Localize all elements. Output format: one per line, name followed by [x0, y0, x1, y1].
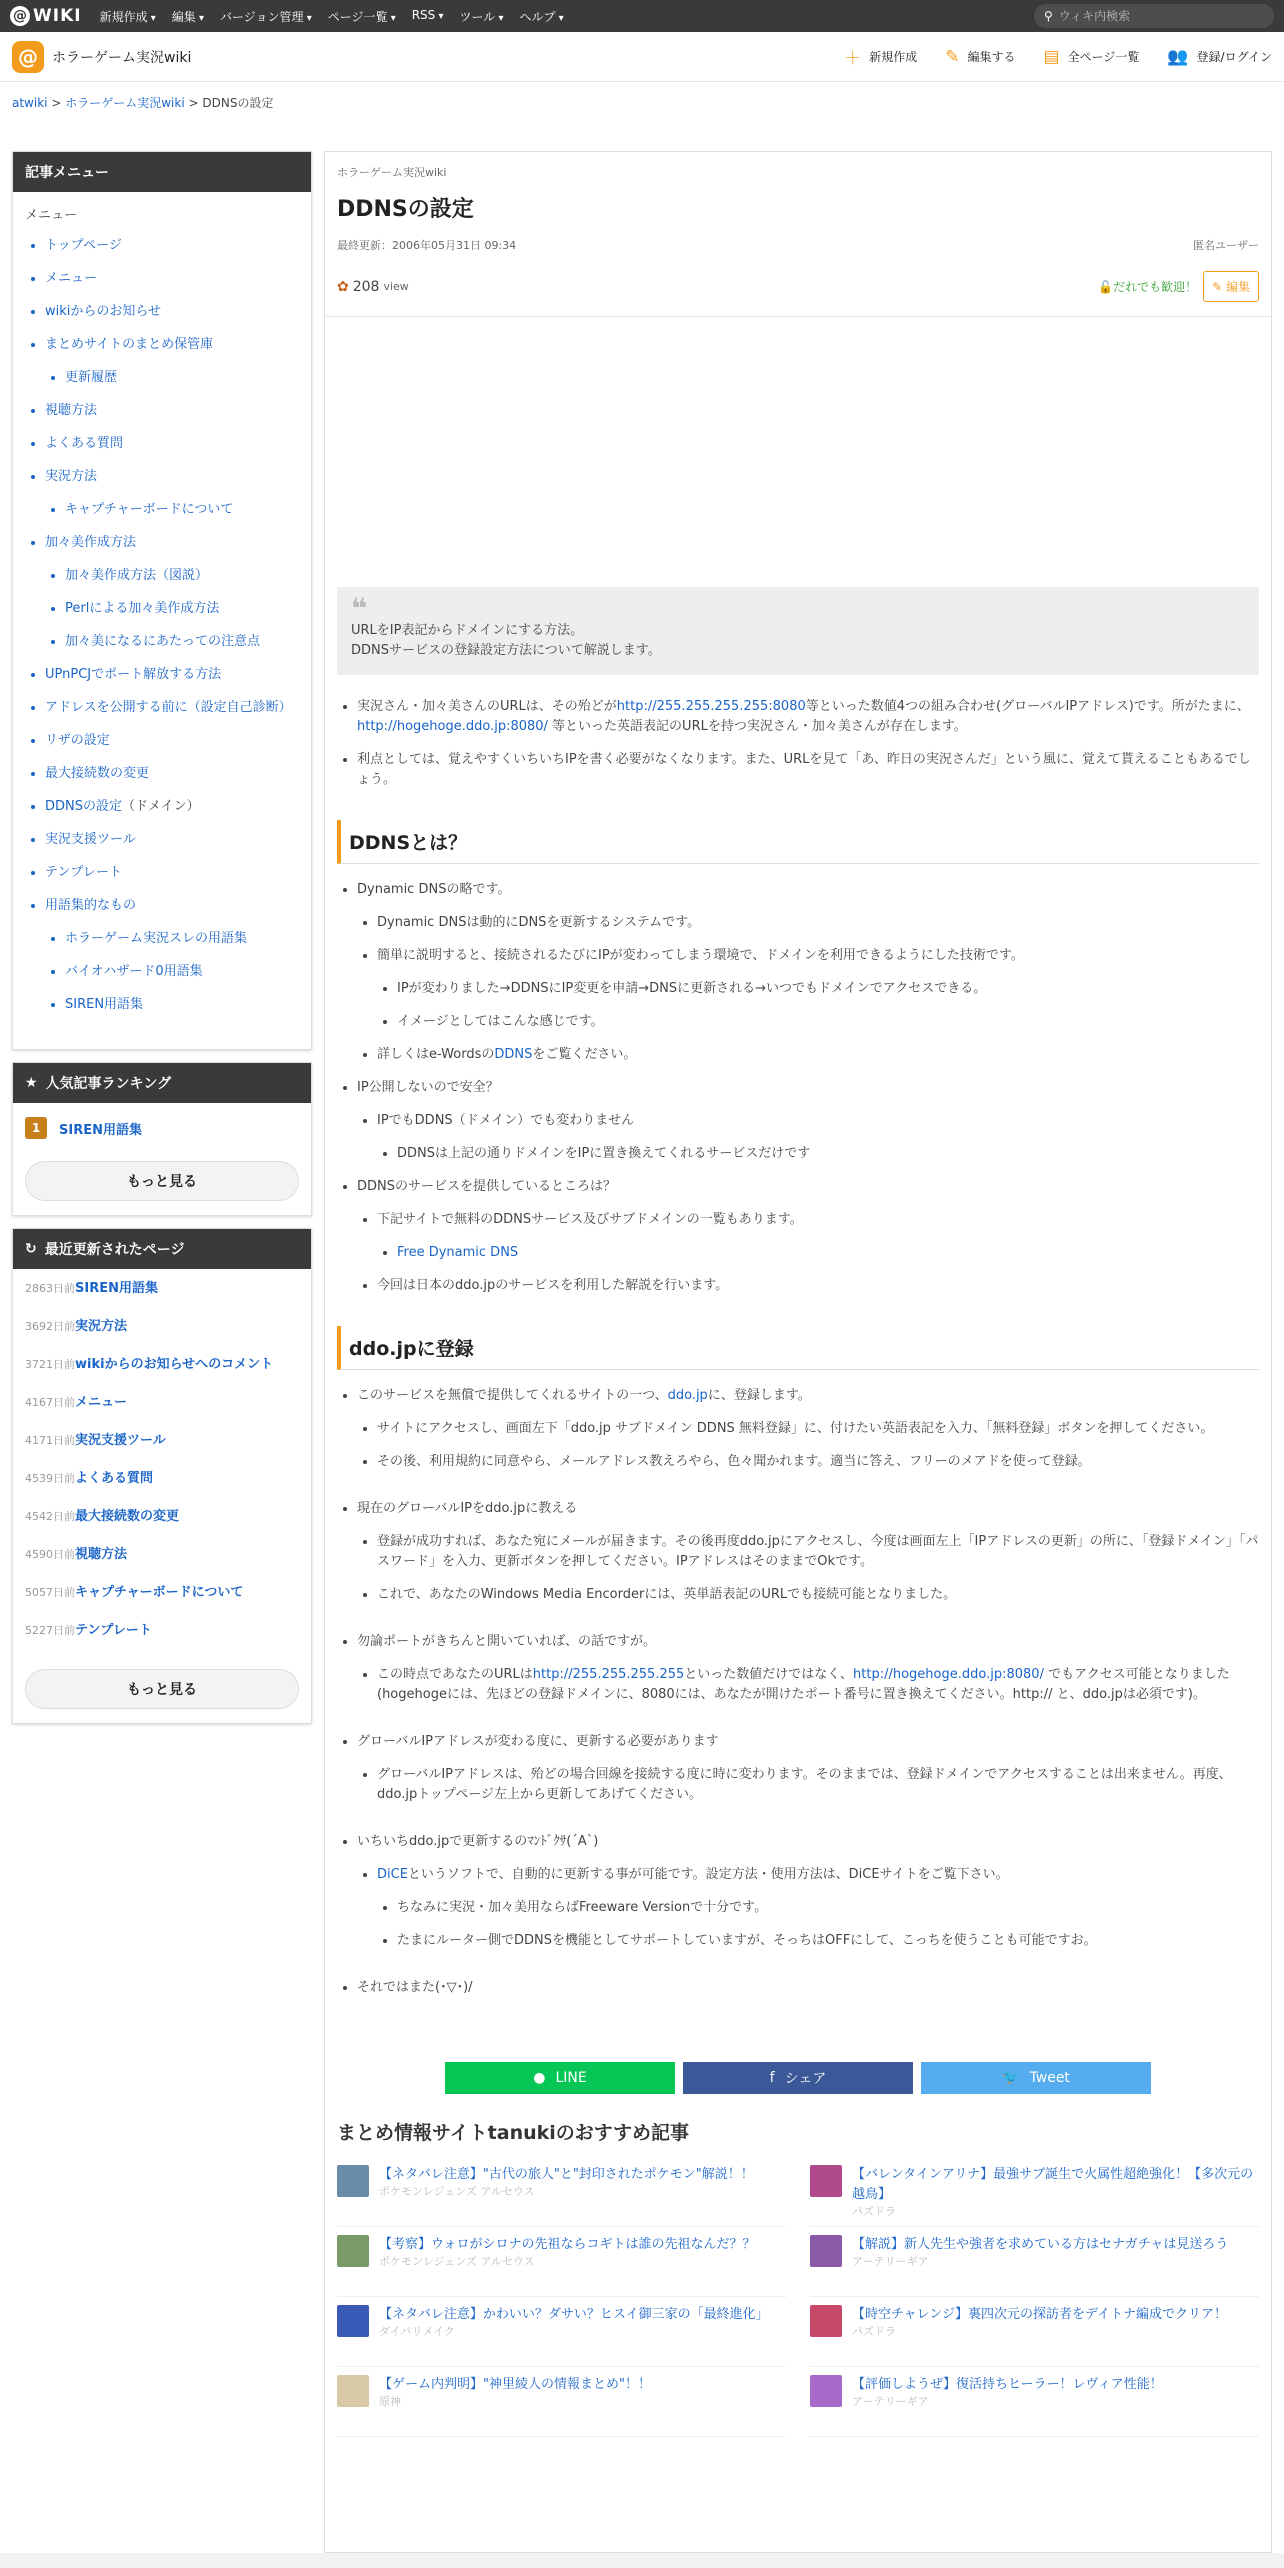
nav-tools[interactable]: ツール ▾	[460, 8, 504, 25]
pencil-icon: ✎	[945, 46, 960, 67]
list-item	[357, 1632, 1259, 1705]
ip-url-link[interactable]: http://255.255.255.255	[532, 1667, 685, 1682]
list-item	[357, 880, 1259, 1065]
line-icon: ●	[533, 2070, 546, 2086]
text: 現在のグローバルIPをddo.jpに教える	[357, 1501, 578, 1516]
list-item	[377, 1665, 1259, 1705]
document-icon: ▤	[1043, 46, 1060, 67]
sidebar-menu-item[interactable]	[45, 303, 299, 320]
recommend-source: ポケモンレジェンズ アルセウス	[379, 2185, 535, 2198]
twitter-icon: 🐦	[1002, 2070, 1020, 2086]
list-item	[377, 1111, 1259, 1164]
users-icon: 👥	[1167, 46, 1189, 67]
list-item	[377, 1045, 1259, 1065]
view-unit: view	[383, 280, 409, 293]
text: IP公開しないので安全？	[357, 1080, 499, 1095]
ranking-head-label: 人気記事ランキング	[45, 1076, 172, 1092]
list-item: • 今回は日本のddo.jpのサービスを利用した解説を行います。	[377, 1276, 1259, 1296]
nav-new[interactable]: 新規作成 ▾	[100, 8, 156, 25]
clock-icon: ↻	[25, 1241, 37, 1257]
search-input[interactable]	[1059, 9, 1249, 23]
recommend-link[interactable]: 【時空チャレンジ】裏四次元の探訪者をデイトナ編成でクリア！	[852, 2307, 1228, 2322]
top-nav	[100, 8, 564, 25]
sidebar-menu-link[interactable]: 用語集的なもの	[45, 898, 137, 913]
recommend-thumbnail[interactable]	[337, 2165, 369, 2197]
last-updated: 最終更新：2006年05月31日 09:34	[337, 239, 517, 252]
atwiki-logo[interactable]	[10, 6, 82, 26]
recommend-thumbnail[interactable]	[337, 2305, 369, 2337]
sidebar-menu-link[interactable]: 実況方法	[45, 469, 98, 484]
article-meta	[337, 237, 1259, 253]
recent-link[interactable]: SIREN用語集	[75, 1281, 158, 1296]
breadcrumb-sep: >	[188, 96, 199, 110]
sidebar-menu-item[interactable]	[45, 765, 299, 782]
article-menu-box	[12, 151, 312, 1050]
list-item: • ちなみに実況・加々美用ならばFreeware Versionで十分です。	[397, 1898, 1259, 1918]
menu-list	[25, 237, 299, 1013]
sidebar-menu-item[interactable]	[45, 468, 299, 485]
recommend-source: ポケモンレジェンズ アルセウス	[379, 2255, 535, 2268]
recent-link[interactable]: 視聴方法	[75, 1547, 128, 1562]
sidebar-menu-link[interactable]: Perlによる加々美作成方法	[65, 601, 220, 616]
recommend-link[interactable]: 【ゲーム内判明】"神里綾人の情報まとめ"！！	[379, 2377, 651, 2392]
sidebar-menu-item[interactable]	[45, 831, 299, 848]
recommend-link[interactable]: 【評価しようぜ】復活持ちヒーラー！レヴィア性能！	[852, 2377, 1163, 2392]
sidebar-menu-item[interactable]	[65, 600, 299, 617]
text: をご覧ください。	[532, 1047, 637, 1062]
text: 実況さん・加々美さんのURLは、その殆どが	[357, 699, 617, 714]
line-label: LINE	[555, 2070, 587, 2086]
sidebar-menu-item[interactable]	[45, 534, 299, 551]
recent-link[interactable]: メニュー	[75, 1395, 128, 1410]
logo-mark: @	[10, 6, 30, 26]
breadcrumb-sep: >	[51, 96, 62, 110]
recommend-thumbnail[interactable]	[810, 2375, 842, 2407]
edit-page-label: 編集する	[967, 50, 1016, 64]
sidebar-menu-link[interactable]: 更新履歴	[65, 370, 118, 385]
nav-edit[interactable]: 編集 ▾	[172, 8, 204, 25]
text: といった数値だけではなく、	[684, 1667, 854, 1682]
text: でもアクセス可能となりました(hogehogeには、先ほどの登録ドメインに、8080には、あなたが開けたポート番号に置き換えてください。http:// と、ddo.jpは必須です)。	[377, 1667, 1230, 1702]
recent-link[interactable]: 実況方法	[75, 1319, 128, 1334]
sidebar-menu-link[interactable]: バイオハザード0用語集	[65, 964, 203, 979]
logo-text: WIKI	[33, 6, 82, 26]
section-heading: ddo.jpに登録	[337, 1326, 1259, 1370]
nav-rss[interactable]: RSS ▾	[412, 8, 444, 25]
recent-head-label: 最近更新されたページ	[44, 1242, 185, 1258]
new-page-label: 新規作成	[869, 50, 918, 64]
text: グローバルIPアドレスが変わる度に、更新する必要があります	[357, 1734, 719, 1749]
sidebar-menu-link[interactable]: 最大接続数の変更	[45, 766, 150, 781]
list-item	[357, 1078, 1259, 1164]
ddns-link[interactable]: DDNS	[494, 1047, 533, 1062]
article-site: ホラーゲーム実況wiki	[337, 166, 447, 179]
list-item	[377, 1210, 1259, 1263]
all-pages-label: 全ページ一覧	[1067, 50, 1140, 64]
quote-line: URLをIP表記からドメインにする方法。	[351, 623, 584, 638]
site-logo-icon[interactable]: @	[12, 41, 44, 73]
sidebar-menu-link[interactable]: UPnPCJでポート解放する方法	[45, 667, 222, 682]
recent-item[interactable]	[25, 1467, 299, 1486]
recent-item[interactable]	[25, 1581, 299, 1600]
recommend-item[interactable]	[810, 2227, 1259, 2297]
welcome-badge	[1098, 278, 1197, 295]
sidebar-menu-item[interactable]	[65, 930, 299, 947]
recent-item[interactable]	[25, 1315, 299, 1334]
unlock-icon: 🔓	[1098, 280, 1114, 294]
text: 詳しくはe-Wordsの	[377, 1047, 495, 1062]
sidebar-menu-item[interactable]	[45, 402, 299, 419]
sidebar-menu-link[interactable]: メニュー	[45, 271, 98, 286]
recent-more-button[interactable]: もっと見る	[25, 1669, 299, 1709]
sidebar-menu-link[interactable]: まとめサイトのまとめ保管庫	[45, 337, 214, 352]
recommend-link[interactable]: 【考察】ウォロがシロナの先祖ならコギトは誰の先祖なんだ？？	[379, 2237, 756, 2252]
recommend-item[interactable]	[810, 2367, 1259, 2437]
list-item	[357, 1732, 1259, 1805]
search-icon[interactable]: ⚲	[1044, 9, 1053, 23]
recent-item[interactable]	[25, 1277, 299, 1296]
ddo-jp-link[interactable]: ddo.jp	[667, 1388, 708, 1403]
sidebar-menu-link[interactable]: キャプチャーボードについて	[65, 502, 234, 517]
recent-days: 4171日前	[25, 1434, 75, 1447]
recent-link[interactable]: よくある質問	[75, 1471, 154, 1486]
recommend-thumbnail[interactable]	[810, 2235, 842, 2267]
nav-pages[interactable]: ページ一覧 ▾	[328, 8, 396, 25]
pencil-icon: ✎	[1212, 280, 1226, 294]
text: DDNSのサービスを提供しているところは？	[357, 1179, 616, 1194]
sidebar-menu-link[interactable]: よくある質問	[45, 436, 124, 451]
text: 下記サイトで無料のDDNSサービス及びサブドメインの一覧もあります。	[377, 1212, 803, 1227]
sidebar	[12, 151, 312, 2553]
list-item: • IPが変わりました→DDNSにIP変更を申請→DNSに更新される→いつでもドメインでアクセスできる。	[397, 979, 1259, 999]
recent-days: 4167日前	[25, 1396, 75, 1409]
text: このサービスを無償で提供してくれるサイトの一つ、	[357, 1388, 668, 1403]
intro-item	[357, 697, 1259, 737]
section-heading: DDNSとは？	[337, 820, 1259, 864]
list-item: • サイトにアクセスし、画面左下「ddo.jp サブドメイン DDNS 無料登録」に、付けたい英語表記を入力、「無料登録」ボタンを押してください。	[377, 1419, 1259, 1439]
sidebar-menu-item[interactable]	[45, 732, 299, 749]
article-main	[324, 151, 1272, 2553]
text: というソフトで、自動的に更新する事が可能です。設定方法・使用方法は、DiCEサイトをご覧下さい。	[407, 1867, 1009, 1882]
recent-item[interactable]	[25, 1543, 299, 1562]
all-pages-button[interactable]	[1044, 44, 1140, 69]
sidebar-menu-link[interactable]: ホラーゲーム実況スレの用語集	[65, 931, 248, 946]
sidebar-menu-item[interactable]	[45, 897, 299, 914]
recommend-title: まとめ情報サイトtanukiのおすすめ記事	[337, 2122, 689, 2144]
list-item: • たまにルーター側でDDNSを機能としてサポートしていますが、そっちはOFFにして、こっちを使うことも可能ですお。	[397, 1931, 1259, 1951]
breadcrumb-current: DDNSの設定	[202, 96, 274, 110]
list-item	[377, 946, 1259, 1032]
list-item: • Dynamic DNSは動的にDNSを更新するシステムです。	[377, 913, 1259, 933]
text: この時点であなたのURLは	[377, 1667, 533, 1682]
star-icon: ★	[25, 1075, 38, 1091]
ranking-more-button[interactable]: もっと見る	[25, 1161, 299, 1201]
sidebar-menu-link[interactable]: SIREN用語集	[65, 997, 144, 1012]
sidebar-menu-item[interactable]	[65, 996, 299, 1013]
article-body	[325, 675, 1271, 1998]
recommend-item[interactable]	[337, 2367, 786, 2437]
view-count	[337, 279, 409, 295]
edit-button[interactable]	[1203, 271, 1259, 302]
list-item: • DDNSは上記の通りドメインをIPに置き換えてくれるサービスだけです	[397, 1144, 1259, 1164]
ranking-box	[12, 1062, 312, 1216]
list-item	[397, 1243, 1259, 1263]
sidebar-menu-link[interactable]: wikiからのお知らせ	[45, 304, 161, 319]
recent-days: 4590日前	[25, 1548, 75, 1561]
sidebar-menu-link[interactable]: DDNSの設定	[45, 799, 122, 814]
list-item	[357, 1177, 1259, 1296]
login-button[interactable]	[1167, 44, 1272, 69]
dice-link[interactable]: DiCE	[377, 1867, 408, 1882]
recommend-thumbnail[interactable]	[810, 2165, 842, 2197]
recent-box	[12, 1228, 312, 1724]
recommend-item[interactable]	[810, 2157, 1259, 2227]
ranking-item[interactable]	[13, 1103, 311, 1153]
recommend-source: パズドラ	[852, 2205, 896, 2218]
sidebar-menu-item[interactable]	[45, 435, 299, 452]
view-number: 208	[352, 278, 380, 295]
breadcrumb-site[interactable]: ホラーゲーム実況wiki	[65, 96, 185, 110]
recent-days: 3721日前	[25, 1358, 75, 1371]
edit-page-button[interactable]	[945, 44, 1015, 69]
sidebar-menu-link[interactable]: 加々美作成方法	[45, 535, 137, 550]
recommend-source: パズドラ	[852, 2325, 896, 2338]
recent-link[interactable]: 実況支援ツール	[75, 1433, 166, 1448]
recommend-thumbnail[interactable]	[337, 2235, 369, 2267]
global-topbar	[0, 0, 1284, 32]
text: 勿論ポートがきちんと開いていれば、の話ですが。	[357, 1634, 657, 1649]
recent-item[interactable]	[25, 1391, 299, 1410]
list-item	[357, 1386, 1259, 1472]
edit-label: 編集	[1225, 280, 1250, 294]
recent-days: 4539日前	[25, 1472, 75, 1485]
recent-head	[13, 1229, 311, 1269]
recommend-link[interactable]: 【ネタバレ注意】かわいい？ダサい？ヒスイ御三家の「最終進化」	[379, 2307, 769, 2322]
rank-link[interactable]: SIREN用語集	[59, 1122, 142, 1138]
page-layout	[0, 123, 1284, 2553]
domain-example-link[interactable]: http://hogehoge.ddo.jp:8080/	[357, 719, 548, 734]
wiki-search[interactable]	[1034, 4, 1274, 28]
recommend-link[interactable]: 【ネタバレ注意】"古代の旅人"と"封印されたポケモン"解説！！	[379, 2167, 754, 2182]
recent-item[interactable]	[25, 1619, 299, 1638]
quote-line: DDNSサービスの登録設定方法について解説します。	[351, 643, 661, 658]
recent-days: 3692日前	[25, 1320, 75, 1333]
recent-days: 5057日前	[25, 1586, 75, 1599]
sidebar-menu-link[interactable]: 実況支援ツール	[45, 832, 136, 847]
quote-icon: ❝	[351, 592, 368, 625]
nav-help[interactable]: ヘルプ ▾	[519, 8, 563, 25]
list-item: • グローバルIPアドレスは、殆どの場合回線を接続する度に時に変わります。そのままでは、登録ドメインでアクセスすることは出来ません。再度、ddo.jpトップページ左上から更新してあげてください。	[377, 1765, 1259, 1805]
line-share-button[interactable]	[445, 2062, 675, 2094]
sidebar-menu-link[interactable]: 加々美になるにあたっての注意点	[65, 634, 261, 649]
menu-title: メニュー	[25, 208, 78, 223]
sidebar-menu-link[interactable]: 視聴方法	[45, 403, 98, 418]
sidebar-menu-item[interactable]	[65, 369, 299, 386]
sidebar-menu-item[interactable]	[45, 864, 299, 881]
plus-icon: ＋	[844, 49, 862, 69]
twitter-label: Tweet	[1029, 2070, 1070, 2086]
recent-link[interactable]: wikiからのお知らせへのコメント	[75, 1357, 274, 1372]
ranking-head	[13, 1063, 311, 1103]
header-actions	[844, 44, 1272, 69]
list-item: • それではまた(･▽･)/	[357, 1978, 1259, 1998]
domain-url-link[interactable]: http://hogehoge.ddo.jp:8080/	[853, 1667, 1044, 1682]
intro-item: • 利点としては、覚えやすくいちいちIPを書く必要がなくなります。また、URLを見て「あ、昨日の実況さんだ」という風に、覚えて貰えることもあるでしょう。	[357, 750, 1259, 790]
recommend-item[interactable]	[337, 2157, 786, 2227]
recommend-item[interactable]	[810, 2297, 1259, 2367]
sidebar-menu-item[interactable]	[45, 798, 299, 815]
list-item: • イメージとしてはこんな感じです。	[397, 1012, 1259, 1032]
article-status-row	[337, 271, 1259, 302]
text: 簡単に説明すると、接続されるたびにIPが変わってしまう環境で、ドメインを利用できるようにした技術です。	[377, 948, 1024, 963]
recommend-thumbnail[interactable]	[337, 2375, 369, 2407]
recent-days: 4542日前	[25, 1510, 75, 1523]
recent-item[interactable]	[25, 1505, 299, 1524]
recent-link[interactable]: キャプチャーボードについて	[75, 1585, 244, 1600]
text: 等といった数値4つの組み合わせ(グローバルIPアドレス)です。所がたまに、	[805, 699, 1250, 714]
text: 等といった英語表記のURLを持つ実況さん・加々美さんが存在します。	[547, 719, 967, 734]
recommend-thumbnail[interactable]	[810, 2305, 842, 2337]
ad-space	[325, 317, 1271, 587]
welcome-label: だれでも歓迎！	[1113, 280, 1198, 294]
flower-icon: ✿	[337, 278, 349, 295]
sidebar-menu-item[interactable]	[65, 567, 299, 584]
sidebar-menu-link[interactable]: アドレスを公開する前に（設定自己診断）	[45, 700, 292, 715]
text: IPでもDDNS（ドメイン）でも変わりません	[377, 1113, 635, 1128]
page-title: DDNSの設定	[337, 197, 474, 222]
sidebar-menu-link[interactable]: テンプレート	[45, 865, 122, 880]
sidebar-menu-item[interactable]	[45, 270, 299, 287]
recent-days: 5227日前	[25, 1624, 75, 1637]
list-item: • これで、あなたのWindows Media Encorderには、英単語表記のURLでも接続可能となりました。	[377, 1585, 1259, 1605]
sidebar-menu-item[interactable]	[45, 666, 299, 683]
text: に、登録します。	[707, 1388, 811, 1403]
text: Dynamic DNSの略です。	[357, 882, 511, 897]
sidebar-menu-link[interactable]: 加々美作成方法（図説）	[65, 568, 209, 583]
recommend-item[interactable]	[337, 2297, 786, 2367]
recommend-source: 原神	[379, 2395, 401, 2408]
sidebar-menu-item[interactable]	[45, 336, 299, 353]
article-menu-head: 記事メニュー	[13, 152, 311, 192]
nav-version[interactable]: バージョン管理 ▾	[220, 8, 312, 25]
recent-item[interactable]	[25, 1429, 299, 1448]
recommend-source: ダイパリメイク	[379, 2325, 455, 2338]
facebook-icon: f	[769, 2070, 775, 2086]
article-menu	[13, 192, 311, 1049]
sidebar-menu-note: （ドメイン）	[122, 799, 200, 814]
site-header	[0, 32, 1284, 82]
facebook-label: シェア	[784, 2071, 827, 2087]
article-header	[325, 152, 1271, 317]
recent-link[interactable]: テンプレート	[75, 1623, 152, 1638]
recommend-source: アーテリーギア	[852, 2255, 929, 2268]
twitter-share-button[interactable]	[921, 2062, 1151, 2094]
sidebar-menu-item[interactable]	[65, 963, 299, 980]
free-dynamic-dns-link[interactable]: Free Dynamic DNS	[397, 1245, 519, 1260]
login-label: 登録/ログイン	[1196, 50, 1272, 64]
sidebar-menu-item[interactable]	[45, 699, 299, 716]
sidebar-menu-item[interactable]	[65, 633, 299, 650]
list-item: • その後、利用規約に同意やら、メールアドレス教えろやら、色々聞かれます。適当に答え、フリーのメアドを使って登録。	[377, 1452, 1259, 1472]
list-item: • 登録が成功すれば、あなた宛にメールが届きます。その後再度ddo.jpにアクセスし、今度は画面左上「IPアドレスの更新」の所に、「登録ドメイン」「パスワード」を入力、更新ボタンを押してください。IPアドレスはそのままでOkです。	[377, 1532, 1259, 1572]
recommend-grid	[325, 2157, 1271, 2437]
breadcrumb	[0, 82, 1284, 123]
new-page-button[interactable]	[844, 44, 917, 69]
ip-example-link[interactable]: http://255.255.255.255:8080	[616, 699, 806, 714]
share-buttons	[325, 2062, 1271, 2094]
author: 匿名ユーザー	[1193, 239, 1259, 252]
site-name[interactable]: ホラーゲーム実況wiki	[52, 49, 192, 66]
recommend-item[interactable]	[337, 2227, 786, 2297]
recent-list	[13, 1269, 311, 1661]
list-item	[377, 1865, 1259, 1951]
sidebar-menu-link[interactable]: トップページ	[45, 238, 122, 253]
recommend-source: アーテリーギア	[852, 2395, 929, 2408]
list-item	[357, 1499, 1259, 1605]
breadcrumb-root[interactable]: atwiki	[12, 96, 48, 110]
text: いちいちddo.jpで更新するのﾏﾝﾄﾞｸｻ(´A`)	[357, 1834, 599, 1849]
facebook-share-button[interactable]	[683, 2062, 913, 2094]
recent-days: 2863日前	[25, 1282, 75, 1295]
sidebar-menu-link[interactable]: リザの設定	[45, 733, 110, 748]
sidebar-menu-item[interactable]	[65, 501, 299, 518]
list-item	[357, 1832, 1259, 1951]
recent-link[interactable]: 最大接続数の変更	[75, 1509, 180, 1524]
recommend-link[interactable]: 【解説】新人先生や強者を求めている方はセナガチャは見送ろう	[852, 2237, 1229, 2252]
summary-quote	[337, 587, 1259, 675]
recent-item[interactable]	[25, 1353, 299, 1372]
sidebar-menu-item[interactable]	[45, 237, 299, 254]
recommend-link[interactable]: 【バレンタインアリナ】最強サブ誕生で火属性超絶強化！【多次元の越鳥】	[852, 2167, 1254, 2202]
rank-number: 1	[25, 1117, 47, 1139]
